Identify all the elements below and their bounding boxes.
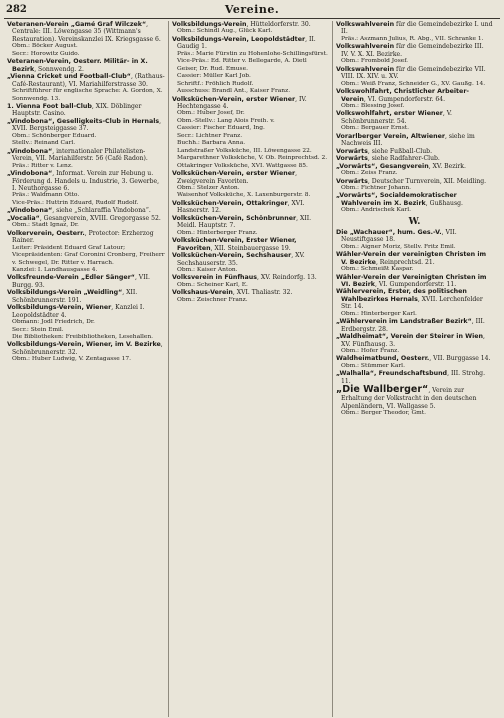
directory-entry bbox=[7, 73, 165, 88]
directory-entry bbox=[336, 21, 493, 36]
entry-detail: Obm.: Weiß Franz, Schneider G., XV. Gaußg. 14. bbox=[341, 80, 486, 87]
entry-detail: Margarethner Volksküche, V. Ob. Reinprechtsd. 2. bbox=[177, 155, 328, 162]
entry-text: , XV. Fünfhausg. 3. bbox=[341, 333, 485, 348]
directory-entry bbox=[172, 170, 329, 185]
entry-detail: Obm.: Andrischek Karl. bbox=[341, 207, 411, 214]
directory-entry bbox=[336, 274, 493, 289]
page-header bbox=[4, 4, 500, 19]
directory-entry bbox=[336, 370, 493, 385]
entry-text: , Reinprechtsd. 21. bbox=[375, 258, 435, 266]
entry-name: Volksbildungs-Verein, Leopoldstädter bbox=[172, 35, 306, 43]
entry-text: , Zweigverein Favoriten. bbox=[177, 170, 298, 185]
column-1 bbox=[4, 21, 168, 717]
entry-text: , Gußhausg. bbox=[425, 199, 463, 207]
entry-text: , (Rathaus-Café-Restaurant), VI. Mariahilferstrasse 30. bbox=[12, 73, 165, 88]
entry-detail: Obm.: Schindl Aug., Glück Karl. bbox=[177, 28, 273, 35]
entry-detail: Secr.: Horowitz Guido. bbox=[12, 50, 80, 57]
entry-name: Volksküchen-Verein, Schönbrunner bbox=[172, 214, 297, 222]
entry-name: Volksküchen-Verein, Ottakringer bbox=[172, 199, 288, 207]
entry-detail: Obm.: Frombold Josef. bbox=[341, 58, 409, 65]
entry-text: , XV. Reindorfg. 13. bbox=[257, 274, 317, 282]
entry-name: Vorwärts bbox=[336, 177, 368, 185]
entry-detail: Präs.: Aszmann Julius, R. Abg., VII. Schranke 1. bbox=[341, 35, 484, 42]
entry-detail: Secr.: Stein Emil. bbox=[12, 326, 64, 333]
entry-name: Wähler-Verein der vereinigten Christen im V. Bezirke bbox=[336, 251, 487, 266]
page-title: Vereine. bbox=[224, 3, 280, 16]
entry-name: Volkswahlverein bbox=[336, 43, 395, 51]
entry-text: , Kanzlei I. Leopoldstädter 4. bbox=[12, 304, 145, 319]
column-3 bbox=[332, 21, 496, 717]
entry-detail: Obm.: Stelzer Anton. bbox=[177, 184, 240, 191]
entry-text: , Centrale: III. Löwengasse 35 (Wittmann's Restauration). Vereinskanzlei IX. Kriegsgasse 6. bbox=[12, 21, 161, 43]
directory-entry bbox=[336, 155, 493, 162]
entry-text: , Hütteldorferstr. 30. bbox=[246, 21, 311, 28]
entry-text: , XII. Schönbrunnerstr. 191. bbox=[12, 289, 138, 304]
directory-entry bbox=[7, 103, 165, 118]
entry-name: Volksküchen-Verein, Sechshauser bbox=[172, 252, 292, 260]
entry-text: , XVII. Bergsteiggasse 37. bbox=[12, 117, 162, 133]
entry-name: Wähler-Verein der Vereinigten Christen im VI. Bezirk bbox=[336, 273, 487, 288]
entry-detail: Cassier: Müller Karl Job. bbox=[177, 73, 251, 80]
directory-entry bbox=[7, 304, 165, 319]
directory-entry bbox=[7, 118, 165, 133]
entry-text: , XII. Meidl. Hauptstr. 7. bbox=[177, 214, 312, 230]
directory-entry bbox=[336, 110, 493, 125]
entry-name: „Vindobona“ bbox=[7, 147, 53, 155]
entry-detail: Obm.: Berger Theodor, Gmt. bbox=[341, 410, 427, 417]
entry-detail: Obm.: Zeiss Franz. bbox=[341, 170, 398, 177]
entry-text: , siehe im Nachweis III. bbox=[341, 132, 475, 148]
entry-name: Volksbildungs-Verein „Weidling“ bbox=[7, 289, 123, 297]
entry-name: „Walhalla“, Freundschaftsbund bbox=[336, 370, 448, 378]
entry-detail: Obm.: Scheiner Karl, E. bbox=[177, 281, 248, 288]
entry-detail: Die Bibliotheken: Freibibliotheken, Lesehallen. bbox=[12, 334, 154, 341]
directory-entry bbox=[7, 148, 165, 163]
entry-detail: Obm.: Fichtner Johann. bbox=[341, 184, 411, 191]
entry-detail: Obm.: Schönberger Eduard. bbox=[12, 132, 97, 139]
entry-name: Volksbildungs-Verein, Wiener bbox=[7, 304, 112, 312]
entry-detail: Obm.: Böcker August. bbox=[12, 43, 78, 50]
entry-detail: Obm.: Schmeißt Kaspar. bbox=[341, 266, 414, 273]
entry-name: Volkswahlverein bbox=[336, 65, 395, 73]
directory-entry bbox=[336, 178, 493, 185]
entry-name: „Vienna Cricket und Football-Club“ bbox=[7, 73, 131, 81]
directory-entry bbox=[172, 21, 329, 28]
directory-entry bbox=[336, 288, 493, 310]
directory-entry bbox=[336, 385, 493, 410]
entry-name: Volksküchen-Verein, erster Wiener bbox=[172, 95, 296, 103]
entry-name: Waldheimatbund, Oesterr. bbox=[336, 355, 430, 363]
entry-text: , XVII. Lerchenfelder Str. 14. bbox=[341, 295, 483, 311]
entry-detail: Obm.: Kaiser Anton. bbox=[177, 266, 238, 273]
entry-name: Volksbildungs-Verein bbox=[172, 21, 247, 28]
entry-name: „Vindobona“, Geselligkeits-Club in Hernals bbox=[7, 117, 160, 125]
entry-name: Volkerverein, Oesterr. bbox=[7, 229, 85, 237]
directory-entry bbox=[7, 341, 165, 356]
entry-name: „Vindobona“ bbox=[7, 207, 53, 215]
directory-entry bbox=[336, 192, 493, 207]
directory-entry bbox=[172, 289, 329, 296]
entry-text: für die Gemeindebezirke III. IV. V. X. XI. Bezirke. bbox=[341, 43, 484, 58]
entry-text: , XIX. Döblinger Hauptstr. Casino. bbox=[12, 102, 142, 118]
entry-detail: Vice-Präs.: Huttrin Eduard, Rudolf Rudolf. bbox=[12, 199, 139, 206]
entry-detail: Obm.: Hofer Franz. bbox=[341, 348, 400, 355]
directory-entry bbox=[336, 43, 493, 58]
entry-text: , Informat. Verein zur Hebung u. Förderung d. Handels u. Industrie, 3. Gewerbe, I. Neuthorgasse 6. bbox=[12, 170, 160, 192]
entry-detail: Obm.-Stellv.: Lang Alois Freih. v. bbox=[177, 117, 275, 124]
directory-entry bbox=[336, 229, 493, 244]
entry-text: , XV. Sechshauserstr. 35. bbox=[177, 252, 305, 267]
entry-name: „Wählerverein im Landstraßer Bezirk“ bbox=[336, 318, 472, 326]
entry-text: , VII. Neustiftgasse 18. bbox=[341, 228, 457, 244]
entry-text: , XV. Bezirk. bbox=[428, 162, 466, 170]
entry-name: „Vindobona“ bbox=[7, 170, 53, 178]
entry-text: , Gesangverein, XVIII. Gregorgasse 52. bbox=[39, 214, 161, 222]
entry-detail: Obm.: Stümmer Karl. bbox=[341, 362, 405, 369]
entry-name: „Waldheimat“, Verein der Steirer in Wien bbox=[336, 333, 483, 341]
entry-text: , VII. Burgg. 93. bbox=[12, 274, 150, 289]
entry-detail: Obm.: Huber Josef, Dr. bbox=[177, 110, 245, 117]
entry-text: für die Gemeindebezirke VII. VIII. IX. XIV. u. XV. bbox=[341, 65, 486, 81]
directory-entry bbox=[7, 58, 165, 73]
entry-detail: Ausschuss: Brandl Ant., Kaiser Franz. bbox=[177, 88, 291, 95]
entry-name: Vorarlberger Verein, Altwiener bbox=[336, 132, 445, 140]
directory-entry bbox=[336, 318, 493, 333]
entry-name: 1. Vienna Foot ball-Club bbox=[7, 102, 92, 110]
entry-name: Volkswohlfahrt, erster Wiener bbox=[336, 110, 443, 118]
directory-entry bbox=[172, 274, 329, 281]
entry-detail: Waisenhof Volksküche, X. Laxenburgerstr. 8. bbox=[177, 192, 311, 199]
entry-name: Wählerverein, Erster, des politischen Wahlbezirkes Hernals bbox=[336, 288, 467, 303]
directory-entry bbox=[7, 21, 165, 43]
entry-name: Volkswahlverein bbox=[336, 21, 395, 28]
entry-text: , siehe Fußball-Club. bbox=[367, 147, 433, 155]
directory-entry bbox=[172, 200, 329, 215]
directory-entry bbox=[336, 251, 493, 266]
entry-name: Vorwärts bbox=[336, 155, 368, 163]
directory-entry bbox=[7, 215, 165, 222]
entry-text: , Sonnwendg. 2. bbox=[34, 65, 84, 73]
entry-text: , Schönbrunnerstr. 32. bbox=[12, 341, 163, 356]
entry-text: , Deutscher Turnverein, XII. Meidling. bbox=[367, 177, 487, 185]
entry-text: , VI. Gumpendorferstr. 64. bbox=[363, 95, 446, 103]
entry-text: , Protector: Erzherzog Rainer. bbox=[12, 229, 154, 245]
entry-name: Volksverein in Fünfhaus bbox=[172, 274, 258, 282]
entry-text: , internationaler Philatelisten-Verein, VII. Mariahilferstr. 56 (Café Radon). bbox=[12, 147, 148, 163]
directory-entry bbox=[7, 170, 165, 192]
entry-name: Veteranen-Verein, Oesterr. Militär- in X. Bezirk bbox=[7, 58, 148, 73]
entry-text: , VII. Burggasse 14. bbox=[429, 355, 491, 363]
entry-name: Volksküchen-Verein, erster Wiener bbox=[172, 170, 296, 178]
page-number: 282 bbox=[6, 4, 27, 15]
entry-detail: Obm.: Hinterberger Franz. bbox=[177, 229, 258, 236]
directory-entry bbox=[7, 274, 165, 289]
directory-entry bbox=[336, 66, 493, 81]
entry-name: Volkshaus-Verein bbox=[172, 289, 233, 297]
entry-text: , II. Gaudig 1. bbox=[177, 35, 316, 51]
entry-name: Volkswohlfahrt, Christlicher Arbeiter-Verein bbox=[336, 88, 470, 103]
entry-detail: Präs.: Waldmann Otto. bbox=[12, 192, 80, 199]
entry-detail: Obm.: Bergauer Ernst. bbox=[341, 125, 409, 132]
entry-text: , VI. Gumpendorferstr. 11. bbox=[375, 280, 457, 288]
directory-entry bbox=[336, 163, 493, 170]
directory-entry bbox=[172, 36, 329, 51]
directory-entry bbox=[7, 207, 165, 214]
column-2 bbox=[168, 21, 332, 717]
entry-name: „Vorwärts“, Gesangverein bbox=[336, 162, 429, 170]
directory-entry bbox=[336, 333, 493, 348]
entry-detail: Obm.: Huber Ludwig, V. Zentagasse 17. bbox=[12, 356, 131, 363]
entry-detail: Kanzlei: I. Landhausgasse 4. bbox=[12, 266, 98, 273]
entry-name: „Vocalia“ bbox=[7, 214, 40, 222]
entry-text: , III. Erdbergstr. 28. bbox=[341, 318, 485, 333]
entry-text: , III. Strohg. 11. bbox=[341, 370, 486, 385]
entry-name: Volksküchen-Verein, Erster Wiener, Favoriten bbox=[172, 237, 297, 252]
entry-text: , XVI. Thaliastr. 32. bbox=[232, 289, 293, 297]
entry-detail: Ottakringer Volksküche, XVI. Wattgasse 85. bbox=[177, 162, 308, 169]
entry-text: , XVI. Hasnerstr. 12. bbox=[177, 199, 305, 215]
directory-entry bbox=[336, 133, 493, 148]
directory-entry bbox=[7, 289, 165, 304]
entry-name: Veteranen-Verein „Gamé Graf Wilczek“ bbox=[7, 21, 147, 28]
entry-name: Volksbildungs-Verein, Wiener, im V. Bezirke bbox=[7, 341, 161, 349]
directory-entry bbox=[336, 148, 493, 155]
directory-entry bbox=[336, 355, 493, 362]
entry-detail: Obm.: Blessing Josef. bbox=[341, 102, 405, 109]
entry-text: , Verein zur Erhaltung der Volkstracht in den deutschen Alpenländern, VI. Wallgasse 5. bbox=[341, 387, 477, 410]
entry-detail: Obm.: Zeischner Franz. bbox=[177, 296, 248, 303]
entry-detail: Obm.: Aigner Moriz, Stellv. Fritz Emil. bbox=[341, 243, 456, 250]
directory-entry bbox=[7, 230, 165, 245]
directory-entry bbox=[172, 96, 329, 111]
entry-detail: Schriftführer für englische Sprache: A. Gordon, X. Sonnwendg. 13. bbox=[12, 88, 163, 102]
entry-text: , siehe Radfahrer-Club. bbox=[367, 155, 440, 163]
entry-detail: Cassier: Fischer Eduard, Ing. bbox=[177, 125, 265, 132]
entry-detail: Buchh.: Barbara Anna. bbox=[177, 140, 246, 147]
entry-name: Volksfreunde-Verein „Edler Sänger“ bbox=[7, 274, 135, 282]
entry-text: für die Gemeindebezirke I. und II. bbox=[341, 21, 493, 36]
entry-detail: Vice-Präs.: Ed. Ritter v. Bellegarde, A. Dietl Geiser, Dr. Rud. Emuse. bbox=[177, 58, 307, 72]
entry-name: „Die Wallberger“ bbox=[336, 384, 429, 396]
entry-detail: Secr.: Lichtner Franz. bbox=[177, 132, 243, 139]
directory-entry bbox=[172, 252, 329, 267]
entry-detail: Obm.: Stadt Ignaz, Dr. bbox=[12, 222, 79, 229]
directory-entry bbox=[172, 237, 329, 252]
entry-text: , V. Schönbrunnerstr. 54. bbox=[341, 110, 452, 125]
entry-name: Die „Wachauer“, hum. Ges.-V. bbox=[336, 228, 442, 236]
directory-entry bbox=[172, 215, 329, 230]
entry-detail: Leiter: Präsident Eduard Graf Latour; Vicepräsidenten: Graf Coronini Cronberg, Freiherr v. Schwegel, Dr. Ritter v. Harrach. bbox=[12, 244, 165, 266]
entry-detail: Schriftf.: Fröhlich Rudolf. bbox=[177, 80, 254, 87]
entry-detail: Präs.: Ritter v. Lenz. bbox=[12, 162, 73, 169]
directory-entry bbox=[336, 88, 493, 103]
columns bbox=[4, 21, 500, 717]
entry-detail: Obmann: Jodl Friedrich, Dr. bbox=[12, 319, 95, 326]
section-letter: W. bbox=[408, 216, 421, 227]
entry-detail: Landstraßer Volksküche, III. Löwengasse 22. bbox=[177, 147, 312, 154]
entry-detail: Obm.: Hinterberger Karl. bbox=[341, 310, 417, 317]
entry-text: , IV. Hechtengasse 4. bbox=[177, 95, 307, 110]
entry-text: , siehe „Schlaraffia Vindobona“. bbox=[52, 207, 151, 215]
entry-detail: Präs.: Marie Fürstin zu Hohenlohe-Schillingsfürst. bbox=[177, 50, 328, 57]
entry-text: , XII. Steinbauergasse 19. bbox=[210, 244, 291, 252]
entry-name: Vorwärts bbox=[336, 147, 368, 155]
entry-detail: Stellv.: Reinand Carl. bbox=[12, 140, 76, 147]
entry-name: „Vorwärts“, Socialdemokratischer Wahlverein im X. Bezirk bbox=[336, 192, 457, 207]
